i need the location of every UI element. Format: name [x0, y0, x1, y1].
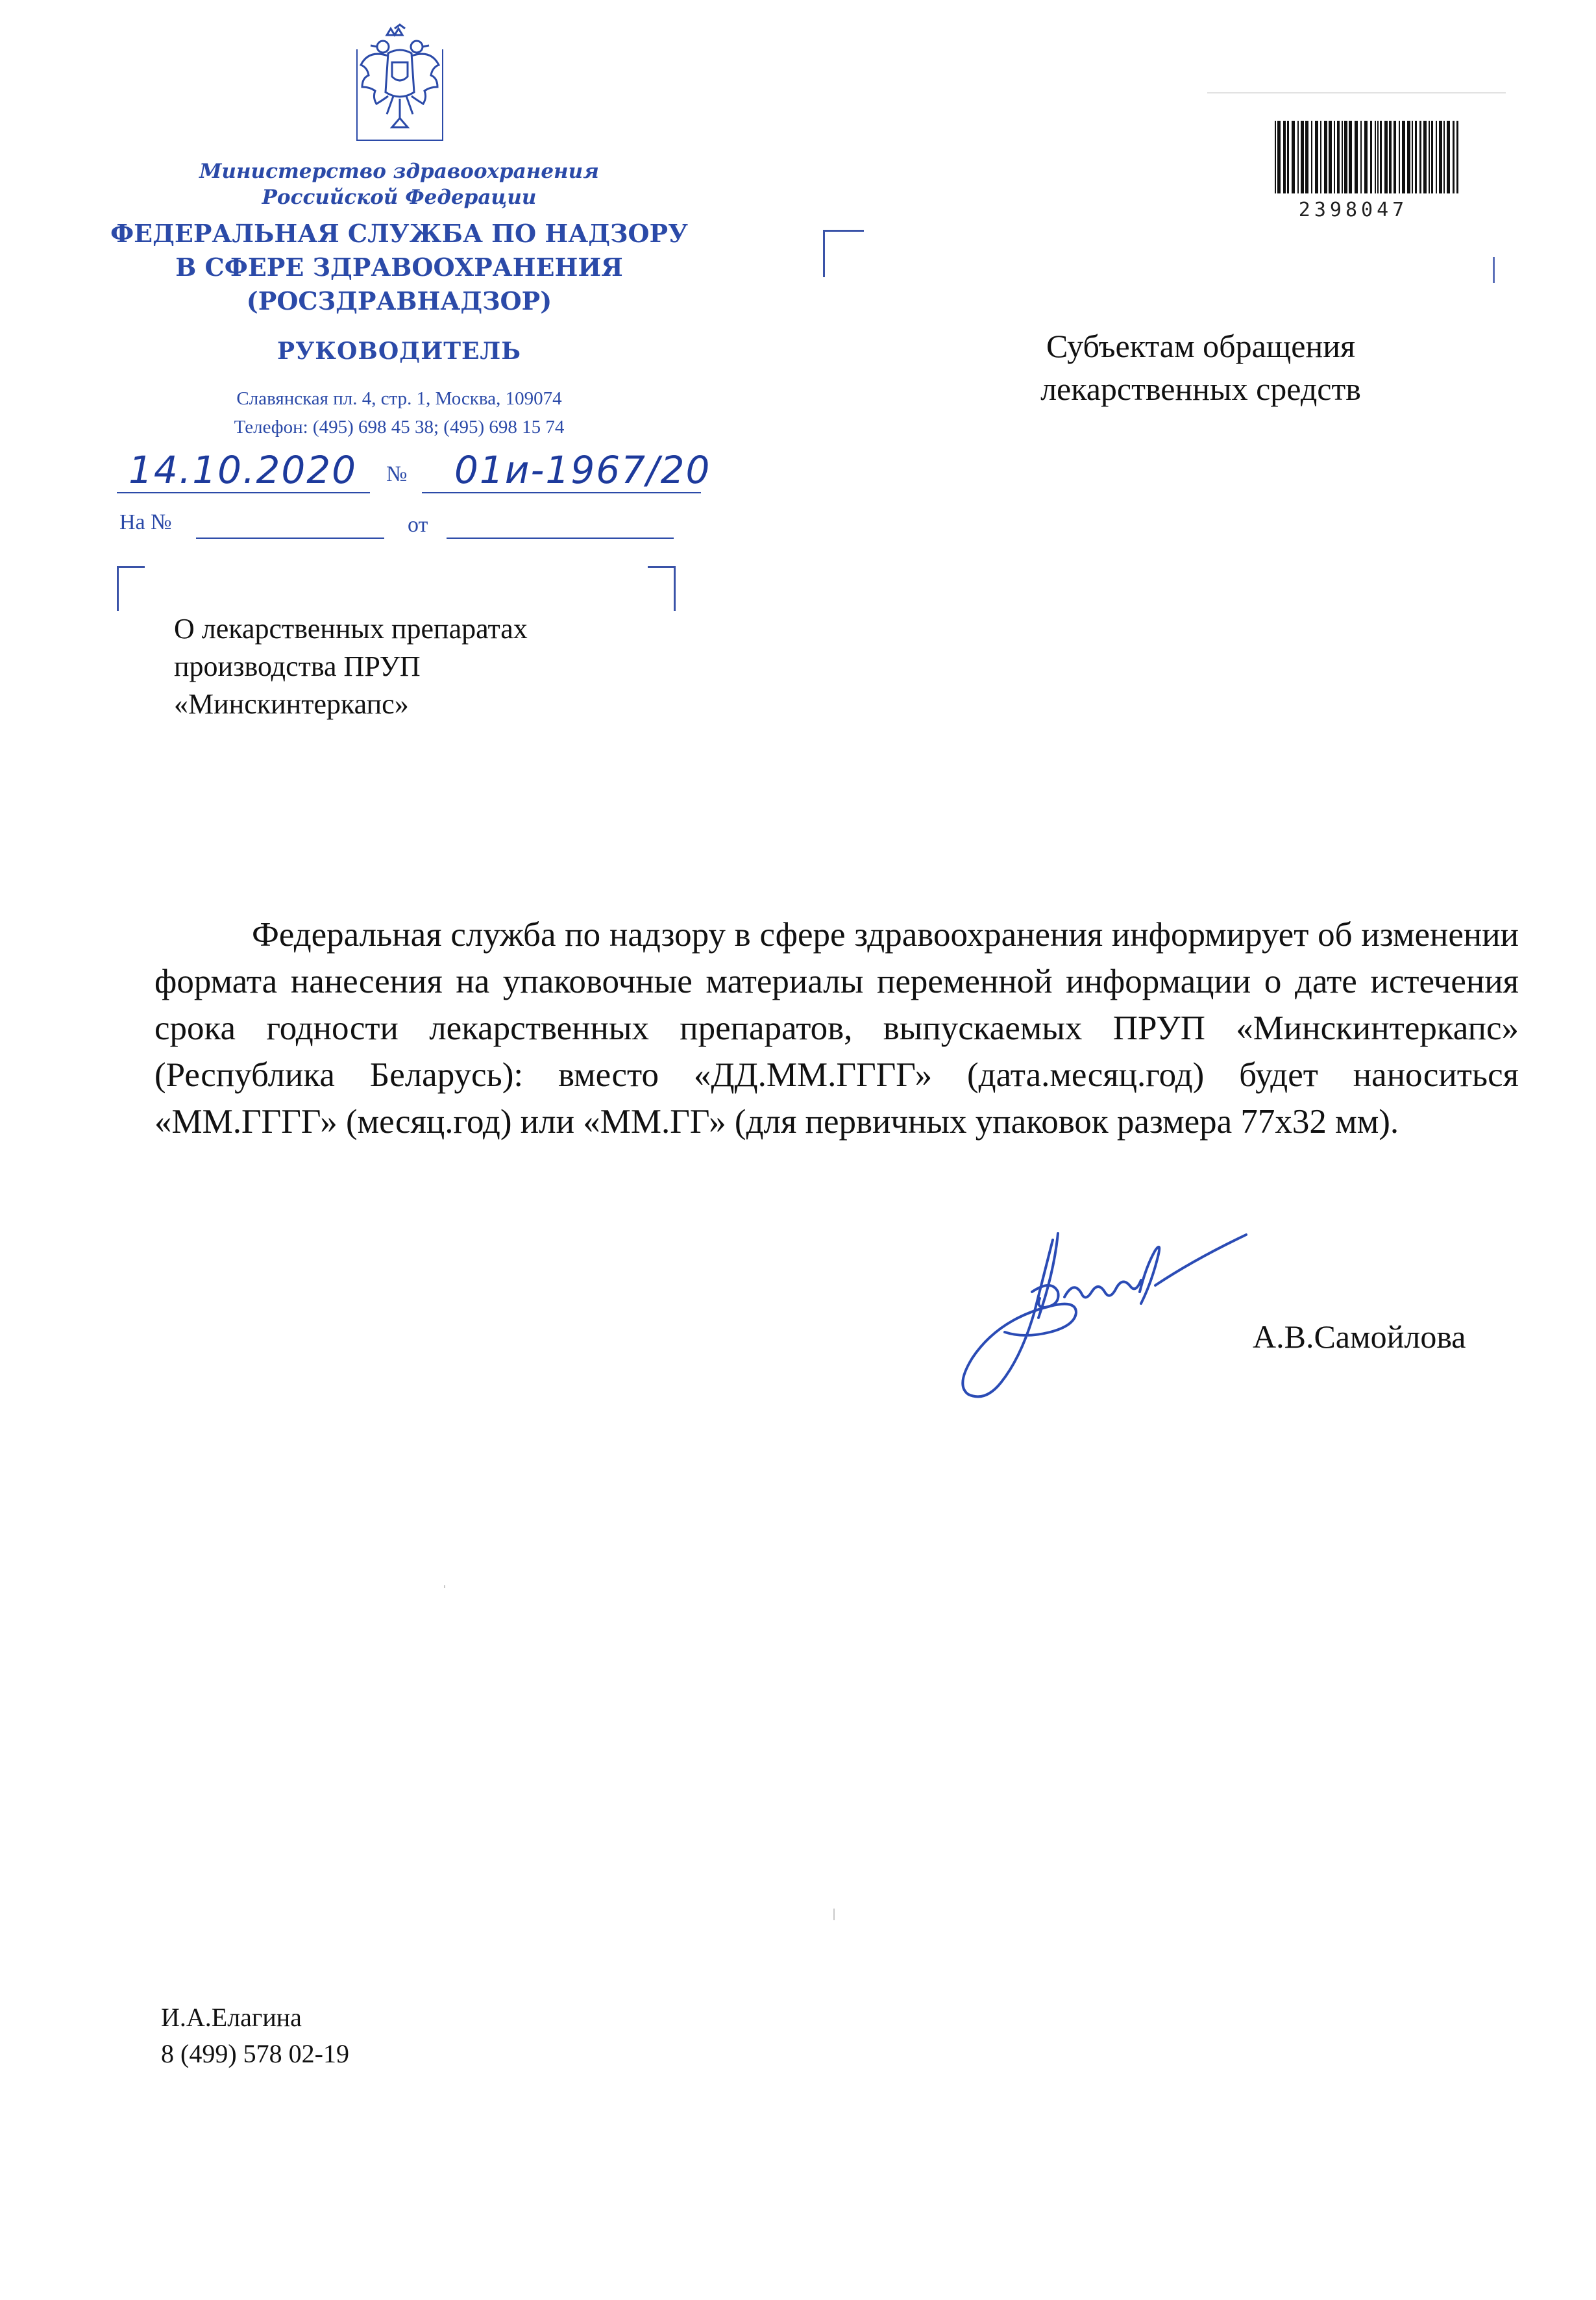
barcode-bar	[1456, 121, 1458, 193]
executor-name: И.А.Елагина	[161, 2003, 302, 2032]
barcode-bar	[1389, 121, 1392, 193]
head-title: РУКОВОДИТЕЛЬ	[277, 338, 521, 365]
barcode-bar	[1277, 121, 1281, 193]
subject-block	[174, 610, 693, 723]
barcode-bar	[1311, 121, 1312, 193]
reply-number-underline	[196, 538, 384, 539]
barcode-bar	[1402, 121, 1405, 193]
subject-line-1: О лекарственных препаратах	[174, 613, 528, 645]
barcode-bar	[1375, 121, 1376, 193]
ministry-line-1: Министерство здравоохранения	[199, 160, 599, 183]
reply-number-label: На №	[119, 510, 172, 534]
barcode-bar	[1429, 121, 1430, 193]
subject-bracket-right	[648, 566, 676, 611]
registration-row	[117, 448, 798, 500]
barcode-bar	[1399, 121, 1400, 193]
service-line-3: (РОСЗДРАВНАДЗОР)	[246, 286, 552, 315]
barcode-bar	[1301, 121, 1304, 193]
barcode-bar	[1453, 121, 1455, 193]
scan-dot	[444, 1585, 445, 1588]
barcode-bar	[1329, 121, 1332, 193]
reply-date-underline	[447, 538, 674, 539]
registration-number: 01и-1967/20	[454, 448, 711, 492]
barcode-bar	[1342, 121, 1343, 193]
registration-date: 14.10.2020	[129, 448, 358, 492]
barcode-bar	[1412, 121, 1413, 193]
date-underline	[117, 492, 370, 493]
address-block	[117, 384, 681, 441]
phone-line: Телефон: (495) 698 45 38; (495) 698 15 74	[234, 417, 565, 438]
barcode-bar	[1283, 121, 1286, 193]
addressee-block	[961, 325, 1441, 410]
barcode-bar	[1349, 121, 1352, 193]
subject-line-2: производства ПРУП	[174, 650, 421, 682]
barcode-bar	[1320, 121, 1321, 193]
addressee-bracket-right-mark	[1493, 257, 1495, 283]
barcode-bar	[1377, 121, 1379, 193]
barcode-bar	[1324, 121, 1327, 193]
addressee-line-1: Субъектам обращения	[1046, 328, 1355, 364]
barcode-bar	[1292, 121, 1295, 193]
ministry-name	[117, 158, 681, 210]
barcode	[1272, 121, 1467, 199]
barcode-bar	[1436, 121, 1437, 193]
barcode-bar	[1287, 121, 1289, 193]
barcode-bar	[1315, 121, 1318, 193]
barcode-bar	[1355, 121, 1358, 193]
signer-name: А.В.Самойлова	[1253, 1318, 1466, 1355]
barcode-bar	[1380, 121, 1382, 193]
barcode-bar	[1431, 121, 1433, 193]
barcode-bar	[1344, 121, 1347, 193]
coat-of-arms-emblem	[354, 23, 445, 147]
barcode-bar	[1419, 121, 1421, 193]
reply-reference-row	[117, 510, 688, 549]
barcode-bar	[1370, 121, 1372, 193]
service-line-1: ФЕДЕРАЛЬНАЯ СЛУЖБА ПО НАДЗОРУ	[110, 219, 688, 248]
executor-phone: 8 (499) 578 02-19	[161, 2039, 349, 2068]
barcode-bar	[1384, 121, 1388, 193]
barcode-bar	[1407, 121, 1410, 193]
barcode-bar	[1393, 121, 1396, 193]
barcode-bar	[1334, 121, 1335, 193]
addressee-line-2: лекарственных средств	[1040, 371, 1361, 407]
barcode-number: 2398047	[1298, 199, 1408, 221]
barcode-bar	[1439, 121, 1442, 193]
subject-line-3: «Минскинтеркапс»	[174, 688, 409, 720]
addressee-bracket-left	[823, 230, 864, 277]
barcode-bar	[1297, 121, 1299, 193]
subject-bracket-left	[117, 566, 145, 611]
service-name	[65, 217, 733, 318]
barcode-bar	[1415, 121, 1417, 193]
scan-line	[1207, 92, 1506, 93]
barcode-bar	[1360, 121, 1362, 193]
barcode-bar	[1337, 121, 1340, 193]
barcode-bar	[1305, 121, 1308, 193]
barcode-bar	[1447, 121, 1450, 193]
reply-date-label: от	[408, 513, 428, 537]
ministry-line-2: Российской Федерации	[262, 186, 537, 209]
number-label: №	[386, 462, 408, 486]
executor-block	[161, 1999, 349, 2072]
handwritten-signature	[909, 1214, 1272, 1435]
number-underline	[422, 492, 701, 493]
address-line: Славянская пл. 4, стр. 1, Москва, 109074	[236, 388, 562, 409]
barcode-bar	[1275, 121, 1276, 193]
scan-dot	[833, 1909, 835, 1920]
barcode-bar	[1443, 121, 1445, 193]
barcode-bar	[1423, 121, 1427, 193]
barcode-bar	[1364, 121, 1368, 193]
body-paragraph: Федеральная служба по надзору в сфере здравоохранения информирует об изменении формата нанесения на упаковочные материалы переменной информации о дате истечения срока годности лекарственных препаратов, выпускаемых ПРУП «Минскинтеркапс» (Республика Беларусь): вместо «ДД.ММ.ГГГГ» (дата.месяц.год) будет наноситься «ММ.ГГГГ» (месяц.год) или «ММ.ГГ» (для первичных упаковок размера 77х32 мм).	[154, 916, 1519, 1141]
service-line-2: В СФЕРЕ ЗДРАВООХРАНЕНИЯ	[175, 253, 623, 282]
